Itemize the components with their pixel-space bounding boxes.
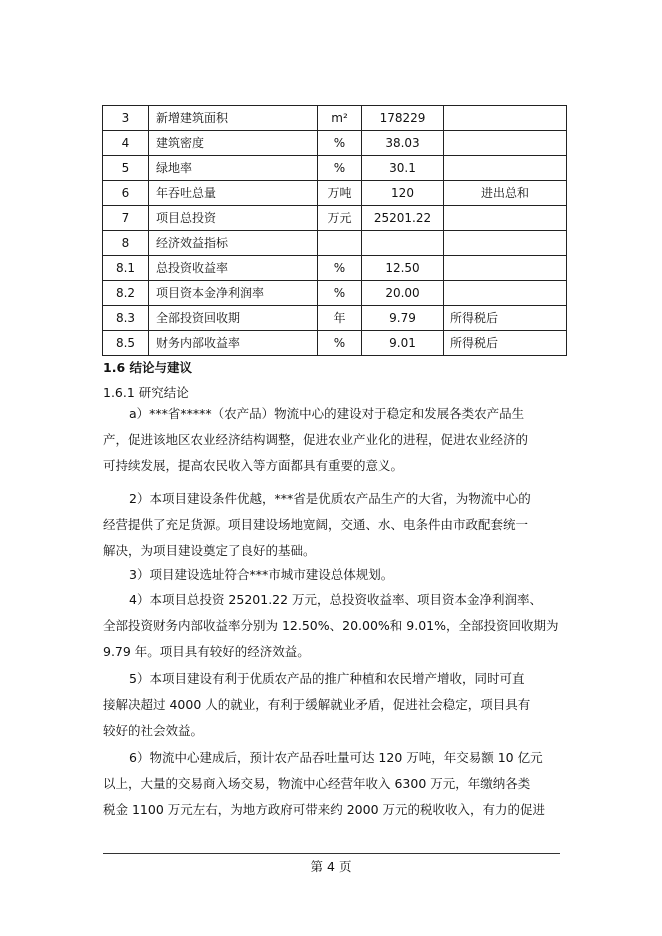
table-row	[103, 256, 567, 281]
indicator-note	[444, 131, 567, 156]
table-row	[103, 331, 567, 356]
table-row	[103, 306, 567, 331]
paragraph-line: 6）物流中心建成后，预计农产品吞吐量可达 120 万吨，年交易额 10 亿元	[129, 750, 543, 765]
paragraph-line: 产，促进该地区农业经济结构调整，促进农业产业化的进程，促进农业经济的	[103, 432, 529, 447]
indicator-name: 项目资本金净利润率	[149, 281, 318, 306]
conclusion-paragraph	[103, 401, 559, 479]
paragraph-line: 可持续发展，提高农民收入等方面都具有重要的意义。	[103, 458, 404, 473]
indicator-unit	[318, 231, 362, 256]
paragraph-line: 5）本项目建设有利于优质农产品的推广种植和农民增产增收，同时可直	[129, 671, 525, 686]
indicator-value: 30.1	[362, 156, 444, 181]
indicator-value: 38.03	[362, 131, 444, 156]
indicator-note: 所得税后	[444, 331, 567, 356]
indicator-unit: %	[318, 156, 362, 181]
indicator-value: 25201.22	[362, 206, 444, 231]
row-number: 8.1	[103, 256, 149, 281]
paragraph-line: 3）项目建设选址符合***市城市建设总体规划。	[129, 567, 394, 582]
row-number: 8.3	[103, 306, 149, 331]
paragraph-line: 解决，为项目建设奠定了良好的基础。	[103, 543, 316, 558]
section-heading: 1.6 结论与建议	[103, 360, 192, 375]
indicator-value: 9.01	[362, 331, 444, 356]
conclusion-paragraph	[103, 587, 559, 665]
indicator-note	[444, 256, 567, 281]
conclusion-paragraph	[103, 486, 559, 564]
indicator-value	[362, 231, 444, 256]
indicator-unit: %	[318, 331, 362, 356]
row-number: 6	[103, 181, 149, 206]
indicator-value: 178229	[362, 106, 444, 131]
indicator-note	[444, 106, 567, 131]
indicator-name: 全部投资回收期	[149, 306, 318, 331]
table-row	[103, 106, 567, 131]
table-row	[103, 156, 567, 181]
paragraph-line: 2）本项目建设条件优越，***省是优质农产品生产的大省，为物流中心的	[129, 491, 531, 506]
conclusion-paragraph	[103, 562, 559, 588]
indicator-unit: %	[318, 256, 362, 281]
paragraph-line: a）***省*****（农产品）物流中心的建设对于稳定和发展各类农产品生	[129, 406, 525, 421]
indicator-value: 120	[362, 181, 444, 206]
indicator-name: 年吞吐总量	[149, 181, 318, 206]
indicator-value: 20.00	[362, 281, 444, 306]
indicator-name: 财务内部收益率	[149, 331, 318, 356]
indicator-note	[444, 281, 567, 306]
indicator-name: 新增建筑面积	[149, 106, 318, 131]
paragraph-line: 4）本项目总投资 25201.22 万元，总投资收益率、项目资本金净利润率、	[129, 592, 543, 607]
indicator-note: 进出总和	[444, 181, 567, 206]
indicators-table	[102, 105, 567, 356]
table-row	[103, 231, 567, 256]
indicator-unit: %	[318, 131, 362, 156]
page-number: 第 4 页	[310, 859, 352, 874]
paragraph-line: 经营提供了充足货源。项目建设场地宽阔，交通、水、电条件由市政配套统一	[103, 517, 529, 532]
table-row	[103, 281, 567, 306]
indicator-unit: 年	[318, 306, 362, 331]
paragraph-line: 以上，大量的交易商入场交易，物流中心经营年收入 6300 万元，年缴纳各类	[103, 776, 531, 791]
paragraph-line: 接解决超过 4000 人的就业，有利于缓解就业矛盾，促进社会稳定，项目具有	[103, 697, 531, 712]
row-number: 4	[103, 131, 149, 156]
row-number: 3	[103, 106, 149, 131]
paragraph-line: 9.79 年。项目具有较好的经济效益。	[103, 644, 310, 659]
subsection-heading: 1.6.1 研究结论	[103, 385, 189, 400]
row-number: 8.5	[103, 331, 149, 356]
indicator-unit: m²	[318, 106, 362, 131]
table-row	[103, 181, 567, 206]
table-row	[103, 131, 567, 156]
indicator-note	[444, 156, 567, 181]
paragraph-line: 较好的社会效益。	[103, 723, 204, 738]
indicator-unit: %	[318, 281, 362, 306]
conclusion-paragraph	[103, 745, 559, 823]
row-number: 7	[103, 206, 149, 231]
paragraph-line: 全部投资财务内部收益率分别为 12.50%、20.00%和 9.01%，全部投资回收期为	[103, 618, 559, 633]
row-number: 8	[103, 231, 149, 256]
indicator-unit: 万吨	[318, 181, 362, 206]
row-number: 5	[103, 156, 149, 181]
row-number: 8.2	[103, 281, 149, 306]
footer-divider	[103, 853, 560, 854]
indicator-name: 经济效益指标	[149, 231, 318, 256]
indicator-name: 项目总投资	[149, 206, 318, 231]
indicator-name: 建筑密度	[149, 131, 318, 156]
indicator-note	[444, 231, 567, 256]
table-row	[103, 206, 567, 231]
indicator-value: 9.79	[362, 306, 444, 331]
indicator-name: 绿地率	[149, 156, 318, 181]
indicator-name: 总投资收益率	[149, 256, 318, 281]
indicator-value: 12.50	[362, 256, 444, 281]
conclusion-paragraph	[103, 666, 559, 744]
indicator-note: 所得税后	[444, 306, 567, 331]
indicator-note	[444, 206, 567, 231]
indicator-unit: 万元	[318, 206, 362, 231]
paragraph-line: 税金 1100 万元左右，为地方政府可带来约 2000 万元的税收收入，有力的促进	[103, 802, 546, 817]
